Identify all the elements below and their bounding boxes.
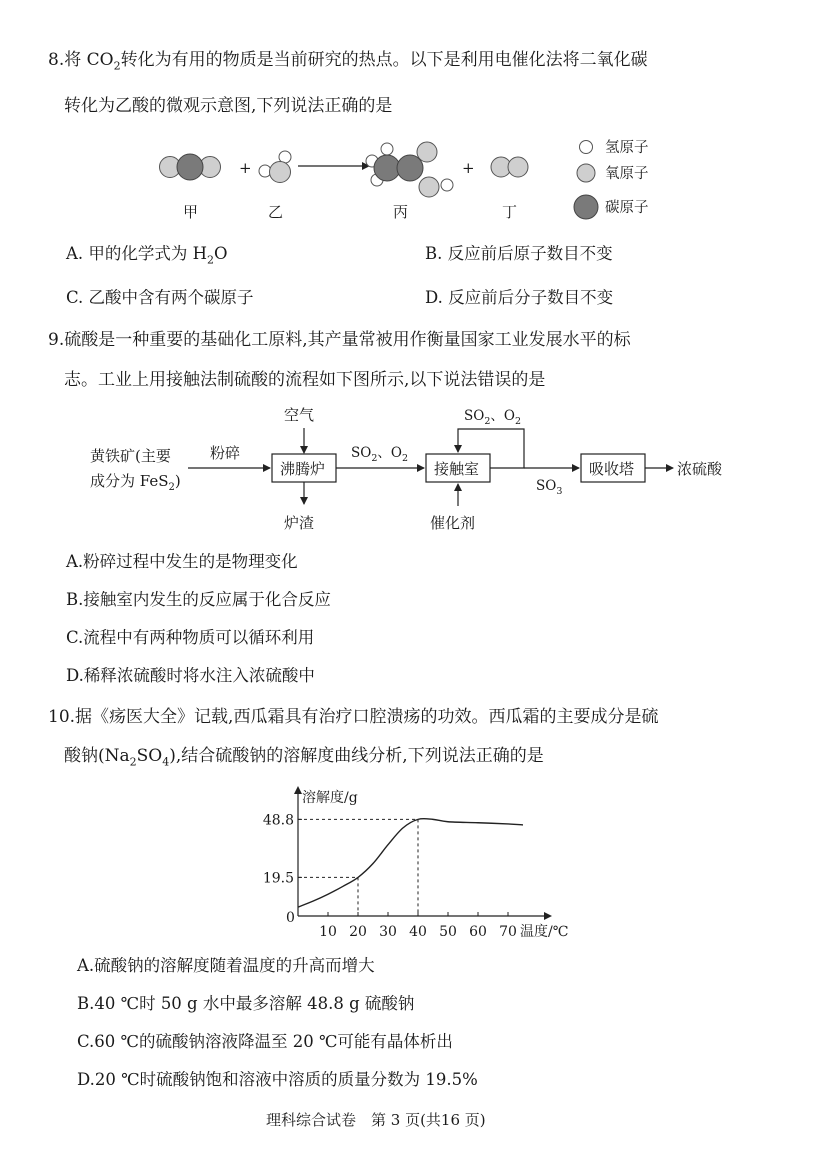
label-ding: 丁 [502,203,518,221]
flow-raw-sub: 2 [168,482,175,493]
legend-hydrogen: 氢原子 [605,140,649,156]
molecule-jia [160,154,221,180]
q8-option-a-sub: 2 [207,253,215,267]
x-axis-arrow [544,912,552,920]
q8-option-b[interactable]: B. 反应前后原子数目不变 [425,244,613,263]
q9-flowchart [80,400,780,536]
q10-option-c[interactable]: C.60 ℃的硫酸钠溶液降温至 20 ℃可能有晶体析出 [77,1032,453,1051]
q8-stem-text-a: 8.将 CO [48,50,114,70]
flow-gas-sub2: 2 [401,453,408,464]
flow-raw-material-line1: 黄铁矿(主要 [90,447,171,465]
atom-legend [574,139,649,219]
q8-co2-subscript: 2 [113,59,121,73]
q9-stem-line2: 志。工业上用接触法制硫酸的流程如下图所示,以下说法错误的是 [64,370,546,390]
plus-sign-2: + [462,159,475,177]
flow-contact-label: 接触室 [434,460,480,478]
flow-raw-text: 成分为 FeS [90,472,169,490]
flow-recycle-sub2: 2 [514,416,521,427]
flow-catalyst-label: 催化剂 [430,514,476,532]
y-tick-label-48.8: 48.8 [262,812,294,829]
x-tick-label-40: 40 [409,924,427,940]
x-tick-label-30: 30 [379,924,397,940]
plus-sign-1: + [239,159,252,177]
q10-stem-line2 [64,745,544,773]
label-yi: 乙 [268,203,284,221]
y-tick-label-19.5: 19.5 [262,870,294,887]
flow-recycle-text: SO [464,408,485,424]
flow-air-label: 空气 [284,406,315,424]
flow-furnace-label: 沸腾炉 [280,460,326,478]
flow-recycle-text-b: 、O [490,408,515,424]
q10-stem-line1: 10.据《疡医大全》记载,西瓜霜具有治疗口腔溃疡的功效。西瓜霜的主要成分是硫 [48,707,659,727]
q8-stem-line1 [48,49,648,77]
q8-stem-line2: 转化为乙酸的微观示意图,下列说法正确的是 [64,96,393,116]
q10-stem-text-b: SO [136,746,163,766]
q8-option-a-text-b: O [214,244,228,263]
flow-slag-label: 炉渣 [284,514,315,532]
molecule-ding [491,157,528,177]
molecule-bing [366,142,453,197]
solubility-chart [250,780,580,945]
q8-option-a[interactable] [66,243,228,271]
flow-crush-label: 粉碎 [210,444,241,462]
q8-option-a-text: A. 甲的化学式为 H [66,244,208,263]
x-axis-label: 温度/℃ [520,924,569,940]
legend-carbon: 碳原子 [605,200,649,216]
molecule-yi [259,151,291,183]
flow-gas-text-b: 、O [377,445,402,461]
legend-oxygen: 氧原子 [605,166,649,182]
q8-stem-text-b: 转化为有用的物质是当前研究的热点。以下是利用电催化法将二氧化碳 [120,50,648,70]
q8-molecule-diagram [150,132,670,228]
q9-option-c[interactable]: C.流程中有两种物质可以循环利用 [66,628,315,647]
page-footer: 理科综合试卷 第 3 页(共16 页) [266,1111,486,1129]
q9-option-a[interactable]: A.粉碎过程中发生的是物理变化 [66,552,298,571]
flow-gas-text: SO [351,445,372,461]
q10-option-d[interactable]: D.20 ℃时硫酸钠饱和溶液中溶质的质量分数为 19.5% [77,1070,478,1089]
q10-option-b[interactable]: B.40 ℃时 50 g 水中最多溶解 48.8 g 硫酸钠 [77,994,415,1013]
solubility-curve [298,819,523,907]
x-tick-label-10: 10 [319,924,337,940]
flow-so3-text: SO [536,478,557,494]
flow-recycle-label [464,408,521,427]
flow-recycle-sub: 2 [484,416,491,427]
q9-option-b[interactable]: B.接触室内发生的反应属于化合反应 [66,590,331,609]
flow-so3-label [536,478,562,497]
flow-so3-sub: 3 [556,486,563,497]
q10-option-a[interactable]: A.硫酸钠的溶解度随着温度的升高而增大 [77,956,375,975]
x-tick-label-70: 70 [499,924,517,940]
q10-so4-sub: 4 [162,755,170,769]
flow-gas-label [351,445,408,464]
origin-label: 0 [286,910,295,926]
q8-option-c[interactable]: C. 乙酸中含有两个碳原子 [66,288,254,307]
flow-acid-label: 浓硫酸 [677,460,723,478]
y-axis-arrow [294,786,302,794]
reaction-arrow [298,162,370,170]
label-jia: 甲 [183,203,199,221]
q10-stem-text-a: 酸钠(Na [64,746,130,766]
q8-option-d[interactable]: D. 反应前后分子数目不变 [425,288,614,307]
x-tick-label-50: 50 [439,924,457,940]
flow-absorb-label: 吸收塔 [589,460,635,478]
q10-na-sub: 2 [129,755,137,769]
q9-option-d[interactable]: D.稀释浓硫酸时将水注入浓硫酸中 [66,666,315,685]
flow-raw-close: ) [174,472,181,490]
x-tick-label-60: 60 [469,924,487,940]
y-axis-label: 溶解度/g [302,790,358,806]
label-bing: 丙 [393,203,409,221]
flow-raw-material-line2 [90,472,181,493]
x-tick-label-20: 20 [349,924,367,940]
q10-stem-text-c: ),结合硫酸钠的溶解度曲线分析,下列说法正确的是 [169,746,544,766]
q9-stem-line1: 9.硫酸是一种重要的基础化工原料,其产量常被用作衡量国家工业发展水平的标 [48,330,631,350]
flow-gas-sub: 2 [371,453,378,464]
